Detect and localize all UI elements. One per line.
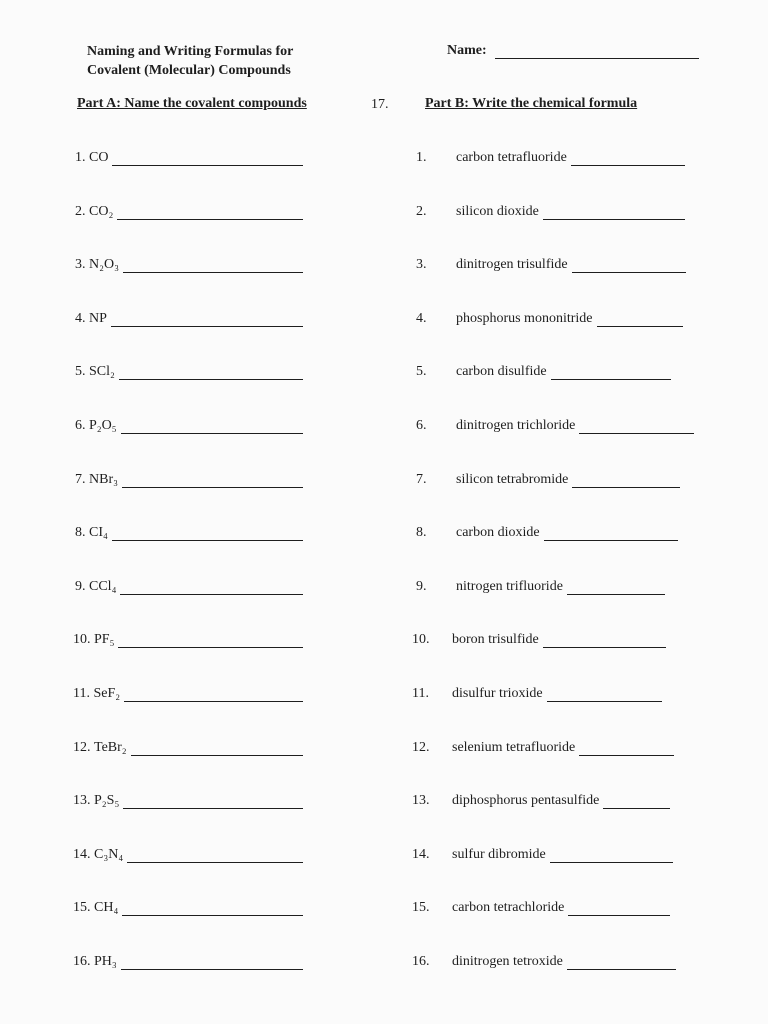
item-number: 6.: [416, 418, 427, 433]
item-number: 3.: [416, 257, 427, 272]
item-compound-name: phosphorus mononitride: [456, 311, 593, 326]
item-formula: NBr₃: [89, 472, 118, 487]
answer-blank[interactable]: [117, 205, 303, 220]
item-formula: CI₄: [89, 525, 108, 540]
worksheet-title: [87, 42, 293, 80]
item-compound-name: boron trisulfide: [452, 632, 539, 647]
part-a-item: [73, 847, 303, 863]
item-number: 5.: [75, 364, 86, 379]
item-number: 14.: [73, 847, 91, 862]
item-formula: SCl₂: [89, 364, 115, 379]
part-b-item: [416, 579, 665, 595]
part-a-item: [73, 632, 303, 648]
part-b-item: [416, 257, 686, 273]
answer-blank[interactable]: [551, 365, 671, 380]
part-b-item: [416, 472, 680, 488]
item-compound-name: sulfur dibromide: [452, 847, 546, 862]
part-b-heading: Part B: Write the chemical formula: [425, 96, 638, 111]
part-a-item: [73, 686, 303, 702]
part-a-item: [75, 418, 303, 434]
item-number: 8.: [416, 525, 427, 540]
part-a-item: [75, 364, 303, 380]
answer-blank[interactable]: [121, 419, 303, 434]
part-b-item: [416, 311, 683, 327]
item-number: 11.: [73, 686, 90, 701]
part-b-item: [412, 686, 662, 702]
part-a-heading: Part A: Name the covalent compounds: [77, 96, 307, 111]
answer-blank[interactable]: [112, 526, 303, 541]
part-a-item: [75, 150, 303, 166]
item-number: 15.: [412, 900, 430, 915]
item-number: 9.: [75, 579, 86, 594]
name-label: Name:: [447, 43, 487, 58]
part-b-item: [416, 525, 678, 541]
answer-blank[interactable]: [121, 955, 303, 970]
item-formula: CCl₄: [89, 579, 117, 594]
item-number: 10.: [412, 632, 430, 647]
answer-blank[interactable]: [571, 151, 685, 166]
item-number: 12.: [73, 740, 91, 755]
part-b-item: [416, 150, 685, 166]
item-formula: NP: [89, 311, 107, 326]
answer-blank[interactable]: [124, 687, 303, 702]
answer-blank[interactable]: [567, 955, 676, 970]
item-number: 12.: [412, 740, 430, 755]
item-compound-name: dinitrogen trichloride: [456, 418, 576, 433]
item-compound-name: disulfur trioxide: [452, 686, 543, 701]
item-compound-name: dinitrogen tetroxide: [452, 954, 563, 969]
item-compound-name: carbon dioxide: [456, 525, 540, 540]
answer-blank[interactable]: [603, 794, 670, 809]
answer-blank[interactable]: [568, 901, 670, 916]
item-number: 2.: [416, 204, 427, 219]
item-number: 4.: [75, 311, 86, 326]
item-formula: CO₂: [89, 204, 114, 219]
item-number: 11.: [412, 686, 429, 701]
part-a-item: [75, 525, 303, 541]
part-a-item: [75, 311, 303, 327]
answer-blank[interactable]: [543, 633, 666, 648]
item-number: 16.: [73, 954, 91, 969]
answer-blank[interactable]: [123, 258, 303, 273]
item-formula: TeBr₂: [94, 740, 127, 755]
item-number: 13.: [73, 793, 91, 808]
item-compound-name: diphosphorus pentasulfide: [452, 793, 600, 808]
item-number: 14.: [412, 847, 430, 862]
answer-blank[interactable]: [550, 848, 673, 863]
item-number: 10.: [73, 632, 91, 647]
item-formula: P₂S₅: [94, 793, 120, 808]
answer-blank[interactable]: [118, 633, 303, 648]
item-compound-name: selenium tetrafluoride: [452, 740, 576, 755]
part-a-item: [73, 793, 303, 809]
part-b-item: [416, 364, 671, 380]
part-a-item: [75, 579, 303, 595]
part-b-item: [412, 900, 670, 916]
item-number: 1.: [75, 150, 86, 165]
item-formula: CH₄: [94, 900, 119, 915]
item-number: 13.: [412, 793, 430, 808]
answer-blank[interactable]: [579, 741, 674, 756]
part-a-item: [75, 257, 303, 273]
item-formula: P₂O₅: [89, 418, 117, 433]
part-b-item: [416, 418, 694, 434]
part-a-item: [75, 204, 303, 220]
part-a-item: [73, 954, 303, 970]
item-formula: CO: [89, 150, 109, 165]
item-compound-name: carbon disulfide: [456, 364, 547, 379]
part-b-item: [416, 204, 685, 220]
answer-blank[interactable]: [119, 365, 303, 380]
answer-blank[interactable]: [123, 794, 303, 809]
item-compound-name: silicon dioxide: [456, 204, 539, 219]
item-number: 8.: [75, 525, 86, 540]
item-formula: C₃N₄: [94, 847, 124, 862]
item-number: 7.: [416, 472, 427, 487]
item-number: 15.: [73, 900, 91, 915]
item-number: 1.: [416, 150, 427, 165]
item-number: 3.: [75, 257, 86, 272]
item-compound-name: carbon tetrafluoride: [456, 150, 567, 165]
part-a-item: [73, 900, 303, 916]
item-number: 9.: [416, 579, 427, 594]
item-compound-name: nitrogen trifluoride: [456, 579, 563, 594]
item-number: 7.: [75, 472, 86, 487]
answer-blank[interactable]: [572, 473, 680, 488]
answer-blank[interactable]: [122, 901, 303, 916]
item-compound-name: carbon tetrachloride: [452, 900, 565, 915]
title-line-1: Naming and Writing Formulas for: [87, 44, 294, 59]
answer-blank[interactable]: [120, 580, 303, 595]
item-number: 16.: [412, 954, 430, 969]
item-number: 6.: [75, 418, 86, 433]
answer-blank[interactable]: [543, 205, 685, 220]
item-number: 2.: [75, 204, 86, 219]
part-b-item: [412, 847, 673, 863]
name-blank[interactable]: [495, 42, 699, 59]
item-formula: PH₃: [94, 954, 117, 969]
stray-number: 17.: [371, 97, 389, 112]
item-formula: SeF₂: [93, 686, 121, 701]
item-number: 5.: [416, 364, 427, 379]
answer-blank[interactable]: [567, 580, 665, 595]
answer-blank[interactable]: [597, 312, 683, 327]
answer-blank[interactable]: [572, 258, 686, 273]
answer-blank[interactable]: [131, 741, 303, 756]
answer-blank[interactable]: [127, 848, 303, 863]
part-b-item: [412, 632, 666, 648]
title-line-2: Covalent (Molecular) Compounds: [87, 63, 291, 78]
answer-blank[interactable]: [111, 312, 303, 327]
item-compound-name: dinitrogen trisulfide: [456, 257, 568, 272]
item-formula: PF₅: [94, 632, 115, 647]
item-compound-name: silicon tetrabromide: [456, 472, 569, 487]
answer-blank[interactable]: [122, 473, 303, 488]
part-b-item: [412, 793, 670, 809]
answer-blank[interactable]: [547, 687, 662, 702]
name-field: [447, 42, 699, 59]
part-a-item: [75, 472, 303, 488]
answer-blank[interactable]: [112, 151, 303, 166]
part-b-item: [412, 740, 674, 756]
part-a-item: [73, 740, 303, 756]
answer-blank[interactable]: [544, 526, 678, 541]
item-number: 4.: [416, 311, 427, 326]
part-b-item: [412, 954, 676, 970]
answer-blank[interactable]: [579, 419, 694, 434]
item-formula: N₂O₃: [89, 257, 119, 272]
